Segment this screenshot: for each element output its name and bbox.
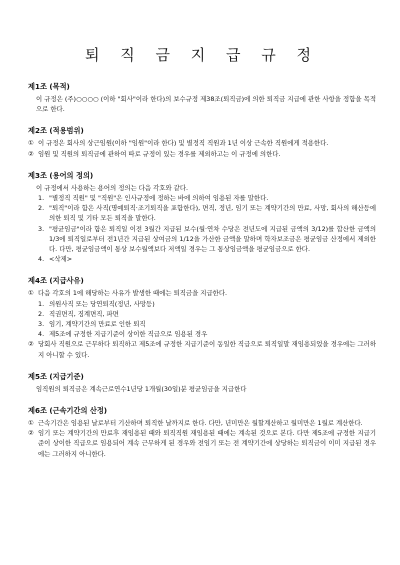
item-number: 1. [38, 194, 45, 203]
clause-text: 당회사 직원으로 근무하다 퇴직하고 제5조에 규정한 지급기준이 동일한 직급으로 퇴직일말 재임용되었을 경우에는 그러하지 아니할 수 있다. [38, 340, 376, 359]
clause-marker: ① [28, 419, 34, 428]
article-6-heading: 제6조 (근속기간의 산정) [28, 406, 108, 416]
article-3-heading: 제3조 (용어의 정의) [28, 170, 94, 180]
item-text: <삭제> [49, 255, 73, 264]
clause-text: 다음 각호의 1에 해당하는 사유가 발생한 때에는 퇴직금을 지급한다. [38, 289, 228, 298]
item-text: 제5조에 규정한 지급기준이 상이한 직급으로 임용된 경우 [49, 330, 208, 339]
reason-item [28, 329, 376, 339]
item-number: 1. [38, 299, 45, 308]
clause-text: 임기 또는 계약기간의 만료후 재임용된 때와 퇴직직원 재임용된 때에는 계속된 것으로 본다. 다만 제5조에 규정한 지급기준이 상이한 직급으로 임용되어 계속 근무하게 된 경우와 전임기 또는 전 계약기간에 상당하는 퇴직금이 이미 지급된 경우에는 그러하지 아니한다. [38, 429, 376, 458]
item-number: 3. [38, 224, 45, 233]
article-2-clause [28, 149, 376, 159]
reason-item [28, 299, 376, 309]
clause-marker: ① [28, 139, 34, 148]
article-1-body: 이 규정은 (주)○○○○ (이하 "회사"이라 한다)의 보수규정 제38조(퇴직금)에 의한 퇴직금 지급에 관한 사항을 정함을 목적으로 한다. [36, 95, 376, 114]
reason-item [28, 309, 376, 319]
article-5-body: 임직원의 퇴직금은 계속근로연수1년당 1개월(30일)분 평균임금을 지급한다 [36, 384, 247, 393]
article-2-clause [28, 138, 376, 148]
reason-item [28, 319, 376, 329]
definition-item [28, 193, 376, 203]
article-5 [28, 372, 376, 394]
definition-item [28, 203, 376, 223]
item-text: 의원사직 또는 당연퇴직(정년, 사망등) [49, 299, 155, 308]
article-1-heading: 제1조 (목적) [28, 82, 70, 91]
clause-text: 이 규정은 회사의 상근임원(이하 "임원"이라 한다) 및 별정직 직원과 1년 이상 근속한 직원에게 적용한다. [38, 139, 329, 148]
item-number: 2. [38, 204, 45, 213]
article-6-clause [28, 428, 376, 459]
clause-text: 임원 및 직원의 퇴직금에 관하여 따로 규정이 있는 경우를 제외하고는 이 규정에 의한다. [38, 149, 281, 158]
clause-marker: ② [28, 149, 34, 158]
article-2 [28, 126, 376, 158]
item-number: 4. [38, 330, 45, 339]
item-number: 3. [38, 320, 45, 329]
clause-marker: ② [28, 429, 34, 438]
item-text: "별정직 직원" 및 "직원"은 인사규정에 정하는 바에 의하여 임용된 자를 말한다. [49, 194, 269, 203]
article-3 [28, 171, 376, 265]
article-4-clause [28, 339, 376, 359]
clause-marker: ② [28, 340, 34, 349]
clause-text: 근속기간은 임용된 날로부터 기산하며 퇴직한 날까지로 한다. 다만, 년미만은 월할계산하고 월미만은 1월로 계산한다. [38, 419, 363, 428]
article-4-heading: 제4조 (지급사유) [28, 276, 84, 286]
article-6 [28, 406, 376, 459]
article-4-clause [28, 288, 376, 298]
item-text: 임기, 계약기간의 만료로 인한 퇴직 [49, 320, 146, 329]
item-text: 직권면직, 징계면직, 파면 [49, 309, 119, 318]
article-4 [28, 276, 376, 359]
item-text: "평균임금"이라 함은 퇴직일 이전 3월간 지급된 보수(월·연차 수당은 전년도에 지급된 금액의 3/12)를 합산한 금액의 1/3에 퇴직일로부터 전1년간 지급된 상여금의 1/12을 가산한 금액을 말하며 학자보조금은 평균임금 산정에서 제외한다. 다만, 평균임금액이 통상 보수월액보다 저액일 경우는 그 통상임금액을 평균임금으로 한다. [49, 224, 376, 254]
article-1 [28, 82, 376, 114]
item-text: "퇴직"이라 함은 사직(명예퇴직·조기퇴직을 포함한다), 면직, 정년, 임기 또는 계약기간의 만료, 사망, 회사의 해산등에 의한 퇴직 및 기타 모든 퇴직을 말한다. [49, 204, 376, 223]
definition-item [28, 254, 376, 264]
item-number: 2. [38, 309, 45, 318]
article-3-intro: 이 규정에서 사용하는 용어의 정의는 다음 각호와 같다. [36, 183, 189, 192]
article-6-clause [28, 418, 376, 428]
document-title: 퇴 직 금 지 급 규 정 [84, 46, 320, 64]
item-number: 4. [38, 255, 45, 264]
article-2-heading: 제2조 (적용범위) [28, 126, 84, 136]
article-5-heading: 제5조 (지급기준) [28, 371, 84, 381]
clause-marker: ① [28, 289, 34, 298]
definition-item [28, 224, 376, 255]
